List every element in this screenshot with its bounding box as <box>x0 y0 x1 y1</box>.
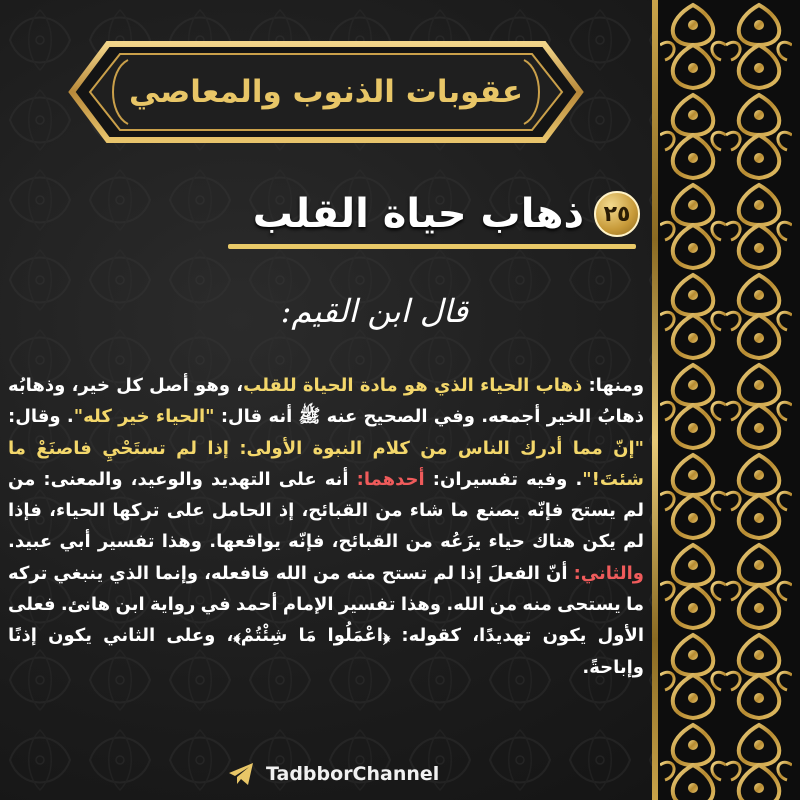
side-border-left <box>652 0 658 800</box>
channel-name: TadbborChannel <box>266 763 440 785</box>
section-heading <box>180 182 640 246</box>
quote-attribution: قال ابن القيم: <box>280 292 468 330</box>
highlight-second-interpretation: والثاني: <box>573 562 644 584</box>
body-text-segment: ، وهو أصل كل خير، وذهابُه ذهابُ الخير أجمعه. وفي الصحيح عنه ﷺ أنه قال: <box>8 375 645 428</box>
section-number-badge: ٢٥ <box>594 191 640 237</box>
highlight-hadith-1: "الحياء خير كله" <box>73 406 215 428</box>
body-text-segment: . وفيه تفسيران: <box>424 468 583 490</box>
banner-title: عقوبات الذنوب والمعاصي <box>128 74 524 110</box>
highlight-first-interpretation: أحدهما: <box>356 468 425 490</box>
gold-arabesque-ornament <box>660 0 792 800</box>
highlight-main-point: ذهاب الحياء الذي هو مادة الحياة للقلب <box>243 375 583 396</box>
body-paragraph <box>8 370 644 750</box>
telegram-icon <box>226 759 256 789</box>
highlight-hadith-2: "إنّ مما أدرك الناس من كلام النبوة الأولى: إذا لم تستَحْيِ فاصنَعْ ما شئتَ!" <box>8 437 644 490</box>
body-text-segment: ومنها: <box>582 375 645 396</box>
body-text-segment: أنّ الفعلَ إذا لم تستح منه من الله فافعله، وإنما الذي ينبغي تركه ما يستحى منه من الله. وهذا تفسير الإمام أحمد في رواية ابن هانئ. فعلى الأول يكون تهديدًا، كقوله: ﴿اعْمَلُوا مَا شِئْتُمْ﴾، وعلى الثاني يكون إذنًا وإباحةً. <box>8 562 644 678</box>
section-title: ذهاب حياة القلب <box>252 191 584 237</box>
body-text-segment: أنه على التهديد والوعيد، والمعنى: من لم يستح فإنّه يصنع ما شاء من القبائح، إذ الحامل على تركها الحياء، فإذا لم يكن هناك حياء يزَعُه من القبائح، فإنّه يواقعها. وهذا تفسير أبي عبيد. <box>8 468 644 553</box>
title-banner <box>68 40 584 144</box>
channel-footer <box>226 758 439 790</box>
heading-underline <box>228 244 636 249</box>
side-ornament-panel <box>652 0 800 800</box>
body-text-segment: . وقال: <box>8 406 74 428</box>
